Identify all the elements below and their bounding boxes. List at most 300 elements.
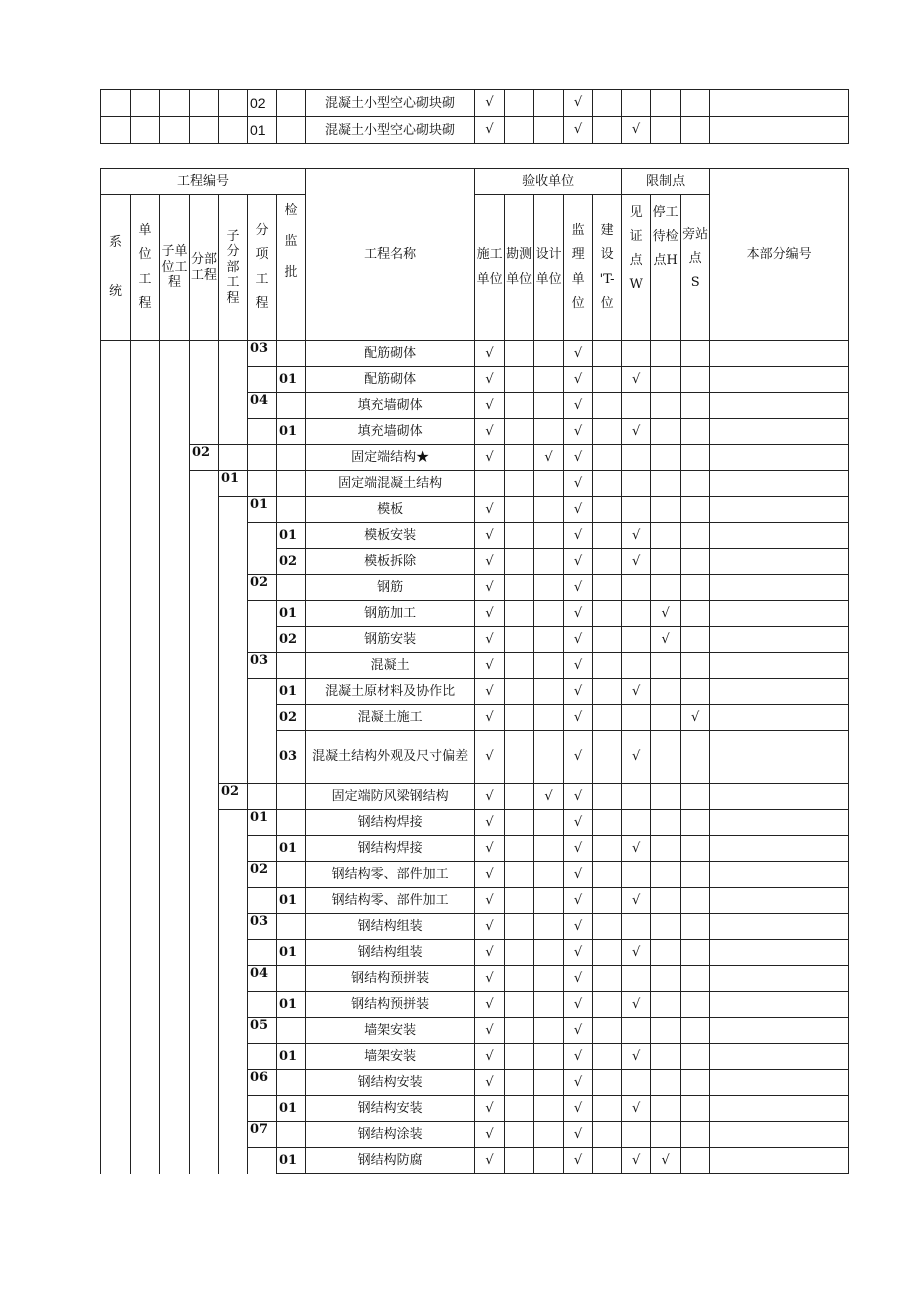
check-cell: √: [564, 367, 593, 393]
empty-cell: [219, 992, 248, 1018]
check-cell: [534, 810, 564, 836]
check-cell: √: [681, 705, 710, 731]
unit-survey-label: 勘测 单位: [506, 247, 533, 287]
empty-cell: [219, 1148, 248, 1174]
check-cell: [534, 940, 564, 966]
project-name-cell: 钢结构预拼装: [306, 992, 475, 1018]
code-cell: 03: [248, 653, 277, 679]
empty-cell: [190, 1044, 219, 1070]
check-cell: [505, 1070, 534, 1096]
empty-cell: [190, 627, 219, 653]
empty-cell: [131, 445, 160, 471]
empty-cell: [277, 445, 306, 471]
empty-cell: [219, 705, 248, 731]
empty-cell: [101, 862, 131, 888]
check-cell: [681, 1070, 710, 1096]
check-cell: [593, 549, 622, 575]
section-code-cell: [710, 862, 849, 888]
check-cell: √: [564, 445, 593, 471]
check-cell: √: [564, 679, 593, 705]
check-cell: √: [564, 810, 593, 836]
empty-cell: [248, 367, 277, 393]
empty-cell: [101, 1044, 131, 1070]
check-cell: √: [564, 1148, 593, 1174]
check-cell: [681, 888, 710, 914]
check-cell: [593, 653, 622, 679]
section-code-cell: [710, 419, 849, 445]
check-cell: [505, 1096, 534, 1122]
empty-cell: [219, 1044, 248, 1070]
check-cell: [651, 419, 681, 445]
empty-cell: [131, 341, 160, 367]
check-cell: [681, 445, 710, 471]
check-cell: √: [475, 705, 505, 731]
empty-cell: [277, 471, 306, 497]
empty-cell: [219, 653, 248, 679]
check-cell: √: [534, 445, 564, 471]
unit-supervision-label: 监 理 单 位: [571, 223, 585, 311]
empty-cell: [101, 549, 131, 575]
empty-cell: [101, 523, 131, 549]
empty-cell: [248, 784, 277, 810]
check-cell: [534, 731, 564, 784]
check-cell: [681, 653, 710, 679]
check-cell: [534, 419, 564, 445]
pt-witness-label: 见 证 点 W: [629, 205, 643, 293]
project-name-cell: 固定端混凝土结构: [306, 471, 475, 497]
check-cell: √: [564, 627, 593, 653]
code-cell: 01: [277, 1044, 306, 1070]
check-cell: [681, 575, 710, 601]
empty-cell: [101, 627, 131, 653]
check-cell: [651, 810, 681, 836]
check-cell: [534, 1096, 564, 1122]
empty-cell: [219, 1096, 248, 1122]
empty-cell: [277, 497, 306, 523]
check-cell: [681, 1018, 710, 1044]
empty-cell: [131, 419, 160, 445]
check-cell: [534, 497, 564, 523]
empty-cell: [160, 1044, 190, 1070]
empty-cell: [248, 1096, 277, 1122]
empty-cell: [101, 810, 131, 836]
section-code-cell: [710, 784, 849, 810]
check-cell: [593, 341, 622, 367]
check-cell: [651, 471, 681, 497]
empty-cell: [219, 731, 248, 784]
check-cell: √: [564, 705, 593, 731]
project-code-header: 工程编号: [101, 169, 306, 195]
table-row: [101, 653, 849, 679]
check-cell: [651, 497, 681, 523]
check-cell: √: [622, 940, 651, 966]
check-cell: √: [622, 731, 651, 784]
empty-cell: [190, 601, 219, 627]
empty-cell: [190, 1070, 219, 1096]
empty-cell: [277, 90, 306, 117]
empty-cell: [160, 705, 190, 731]
table-row: [101, 367, 849, 393]
check-cell: [593, 731, 622, 784]
section-code-cell: [710, 679, 849, 705]
check-cell: [622, 784, 651, 810]
empty-cell: [190, 1018, 219, 1044]
check-cell: [505, 653, 534, 679]
check-cell: [593, 471, 622, 497]
check-cell: [534, 393, 564, 419]
check-cell: [505, 888, 534, 914]
check-cell: [534, 1018, 564, 1044]
section-code-cell: [710, 914, 849, 940]
project-name-cell: 混凝土结构外观及尺寸偏差: [306, 731, 475, 784]
pt-side-label: 旁站 点 S: [682, 227, 709, 291]
empty-cell: [160, 341, 190, 367]
project-name-cell: 混凝土: [306, 653, 475, 679]
section-code-cell: [710, 601, 849, 627]
col-batch-label: 检 监 批: [284, 203, 298, 281]
code-cell: 02: [248, 862, 277, 888]
check-cell: √: [475, 575, 505, 601]
check-cell: [505, 575, 534, 601]
col-unit-header: [131, 195, 160, 341]
check-cell: [593, 810, 622, 836]
check-cell: √: [475, 862, 505, 888]
empty-cell: [219, 940, 248, 966]
empty-cell: [190, 575, 219, 601]
empty-cell: [219, 419, 248, 445]
table-row: [101, 627, 849, 653]
check-cell: √: [564, 966, 593, 992]
check-cell: [593, 784, 622, 810]
check-cell: [651, 914, 681, 940]
check-cell: [534, 523, 564, 549]
empty-cell: [277, 653, 306, 679]
code-cell: 01: [219, 471, 248, 497]
empty-cell: [160, 784, 190, 810]
empty-cell: [190, 393, 219, 419]
check-cell: [681, 1148, 710, 1174]
empty-cell: [219, 627, 248, 653]
empty-cell: [219, 1122, 248, 1148]
table-row: [101, 1148, 849, 1174]
code-cell: 01: [277, 836, 306, 862]
col-item-header: [248, 195, 277, 341]
check-cell: √: [622, 836, 651, 862]
check-cell: √: [564, 940, 593, 966]
check-cell: [593, 1018, 622, 1044]
check-cell: √: [475, 445, 505, 471]
code-cell: 02: [277, 705, 306, 731]
project-name-header: 工程名称: [306, 169, 475, 341]
code-cell: 02: [190, 445, 219, 471]
check-cell: √: [475, 653, 505, 679]
empty-cell: [219, 523, 248, 549]
empty-cell: [219, 810, 248, 836]
table-row: [101, 810, 849, 836]
check-cell: √: [475, 1044, 505, 1070]
empty-cell: [160, 966, 190, 992]
project-name-cell: 钢结构零、部件加工: [306, 888, 475, 914]
empty-cell: [160, 836, 190, 862]
check-cell: [622, 445, 651, 471]
check-cell: √: [651, 627, 681, 653]
empty-cell: [101, 888, 131, 914]
empty-cell: [131, 940, 160, 966]
check-cell: √: [564, 341, 593, 367]
project-name-cell: 配筋砌体: [306, 341, 475, 367]
check-cell: √: [475, 627, 505, 653]
check-cell: [622, 497, 651, 523]
table-row: [101, 393, 849, 419]
check-cell: [505, 784, 534, 810]
project-name-cell: 固定端结构★: [306, 445, 475, 471]
empty-cell: [277, 117, 306, 144]
project-name-cell: 模板安装: [306, 523, 475, 549]
section-code-cell: [710, 367, 849, 393]
check-cell: [505, 117, 534, 144]
table-row: [101, 992, 849, 1018]
table-row: [101, 784, 849, 810]
check-cell: [534, 601, 564, 627]
check-cell: [593, 1070, 622, 1096]
empty-cell: [101, 575, 131, 601]
section-code-cell: [710, 445, 849, 471]
col-subdivision-label: 子 分 部 工 程: [226, 228, 240, 306]
empty-cell: [248, 1044, 277, 1070]
empty-cell: [160, 393, 190, 419]
empty-cell: [131, 966, 160, 992]
empty-cell: [248, 627, 277, 653]
empty-cell: [101, 471, 131, 497]
check-cell: [593, 601, 622, 627]
check-cell: [622, 1018, 651, 1044]
code-cell: 03: [277, 731, 306, 784]
table-row: [101, 601, 849, 627]
section-code-cell: [710, 1044, 849, 1070]
table-row: [101, 1044, 849, 1070]
check-cell: [505, 627, 534, 653]
empty-cell: [131, 497, 160, 523]
code-cell: 07: [248, 1122, 277, 1148]
check-cell: [593, 679, 622, 705]
check-cell: [505, 940, 534, 966]
table-row: [101, 731, 849, 784]
check-cell: [622, 627, 651, 653]
check-cell: [593, 523, 622, 549]
check-cell: [534, 341, 564, 367]
check-cell: √: [564, 90, 593, 117]
empty-cell: [131, 1044, 160, 1070]
check-cell: [622, 862, 651, 888]
empty-cell: [219, 445, 248, 471]
empty-cell: [248, 940, 277, 966]
table-row: [101, 575, 849, 601]
code-cell: 02: [219, 784, 248, 810]
check-cell: [681, 940, 710, 966]
empty-cell: [160, 1096, 190, 1122]
check-cell: [593, 940, 622, 966]
check-cell: √: [622, 367, 651, 393]
table-row: [101, 862, 849, 888]
check-cell: √: [475, 810, 505, 836]
check-cell: [593, 888, 622, 914]
empty-cell: [101, 731, 131, 784]
check-cell: [651, 1044, 681, 1070]
empty-cell: [101, 367, 131, 393]
check-cell: √: [622, 523, 651, 549]
empty-cell: [160, 445, 190, 471]
empty-cell: [131, 784, 160, 810]
check-cell: √: [564, 731, 593, 784]
check-cell: [534, 679, 564, 705]
code-cell: 01: [277, 1148, 306, 1174]
check-cell: [593, 992, 622, 1018]
check-cell: [534, 471, 564, 497]
empty-cell: [101, 1122, 131, 1148]
check-cell: √: [564, 471, 593, 497]
code-cell: 02: [277, 549, 306, 575]
table-row: [101, 1122, 849, 1148]
section-code-cell: [710, 940, 849, 966]
empty-cell: [101, 1018, 131, 1044]
check-cell: [651, 1122, 681, 1148]
check-cell: √: [475, 679, 505, 705]
unit-construction-header: [475, 195, 505, 341]
check-cell: [505, 914, 534, 940]
empty-cell: [277, 1070, 306, 1096]
empty-cell: [219, 679, 248, 705]
check-cell: [681, 836, 710, 862]
pt-side-header: [681, 195, 710, 341]
project-name-cell: 钢结构安装: [306, 1096, 475, 1122]
empty-cell: [277, 914, 306, 940]
check-cell: √: [564, 419, 593, 445]
empty-cell: [131, 914, 160, 940]
check-cell: [593, 1096, 622, 1122]
check-cell: √: [564, 523, 593, 549]
empty-cell: [248, 888, 277, 914]
check-cell: [651, 1096, 681, 1122]
empty-cell: [190, 705, 219, 731]
check-cell: [505, 992, 534, 1018]
check-cell: √: [475, 731, 505, 784]
empty-cell: [190, 523, 219, 549]
check-cell: [651, 341, 681, 367]
check-cell: [593, 1044, 622, 1070]
item-code-cell: 01: [248, 117, 277, 144]
empty-cell: [160, 679, 190, 705]
empty-cell: [101, 1096, 131, 1122]
empty-cell: [101, 601, 131, 627]
empty-cell: [219, 90, 248, 117]
section-code-cell: [710, 575, 849, 601]
check-cell: [534, 1070, 564, 1096]
top-continuation-table: [100, 89, 849, 144]
check-cell: [681, 523, 710, 549]
section-code-cell: [710, 731, 849, 784]
project-name-cell: 钢结构组装: [306, 914, 475, 940]
empty-cell: [277, 393, 306, 419]
project-name-cell: 钢结构防腐: [306, 1148, 475, 1174]
check-cell: [593, 117, 622, 144]
check-cell: [622, 90, 651, 117]
project-name-cell: 钢结构涂装: [306, 1122, 475, 1148]
empty-cell: [277, 966, 306, 992]
empty-cell: [101, 497, 131, 523]
check-cell: √: [475, 966, 505, 992]
check-cell: √: [475, 393, 505, 419]
code-cell: 01: [277, 601, 306, 627]
check-cell: [534, 888, 564, 914]
code-cell: 01: [277, 940, 306, 966]
check-cell: [593, 836, 622, 862]
check-cell: √: [564, 1122, 593, 1148]
check-cell: √: [564, 862, 593, 888]
empty-cell: [190, 940, 219, 966]
check-cell: √: [534, 784, 564, 810]
check-cell: √: [475, 940, 505, 966]
code-cell: 04: [248, 966, 277, 992]
empty-cell: [131, 836, 160, 862]
check-cell: √: [564, 914, 593, 940]
code-cell: 03: [248, 914, 277, 940]
check-cell: [475, 471, 505, 497]
check-cell: [622, 393, 651, 419]
col-subunit-header: [160, 195, 190, 341]
check-cell: [505, 90, 534, 117]
table-row: [101, 341, 849, 367]
check-cell: [651, 523, 681, 549]
empty-cell: [190, 731, 219, 784]
check-cell: √: [564, 1044, 593, 1070]
col-system-label: 系 统: [108, 235, 122, 299]
empty-cell: [131, 601, 160, 627]
check-cell: [681, 341, 710, 367]
project-name-cell: 模板拆除: [306, 549, 475, 575]
empty-cell: [219, 117, 248, 144]
empty-cell: [190, 784, 219, 810]
check-cell: √: [622, 1096, 651, 1122]
check-cell: √: [475, 914, 505, 940]
check-cell: √: [564, 497, 593, 523]
empty-cell: [101, 914, 131, 940]
check-cell: [534, 1044, 564, 1070]
check-cell: [651, 784, 681, 810]
empty-cell: [101, 679, 131, 705]
empty-cell: [190, 471, 219, 497]
section-code-cell: [710, 1018, 849, 1044]
empty-cell: [101, 393, 131, 419]
check-cell: [651, 731, 681, 784]
unit-design-label: 设计 单位: [535, 247, 562, 287]
empty-cell: [160, 992, 190, 1018]
empty-cell: [248, 445, 277, 471]
check-cell: [505, 1044, 534, 1070]
check-cell: √: [622, 1148, 651, 1174]
project-name-cell: 混凝土小型空心砌块砌: [306, 117, 475, 144]
check-cell: [681, 601, 710, 627]
empty-cell: [160, 940, 190, 966]
check-cell: [681, 367, 710, 393]
empty-cell: [131, 705, 160, 731]
check-cell: [651, 90, 681, 117]
section-code-cell: [710, 90, 849, 117]
code-cell: 01: [277, 419, 306, 445]
check-cell: [505, 836, 534, 862]
check-cell: [622, 653, 651, 679]
check-cell: [622, 341, 651, 367]
check-cell: [622, 1122, 651, 1148]
